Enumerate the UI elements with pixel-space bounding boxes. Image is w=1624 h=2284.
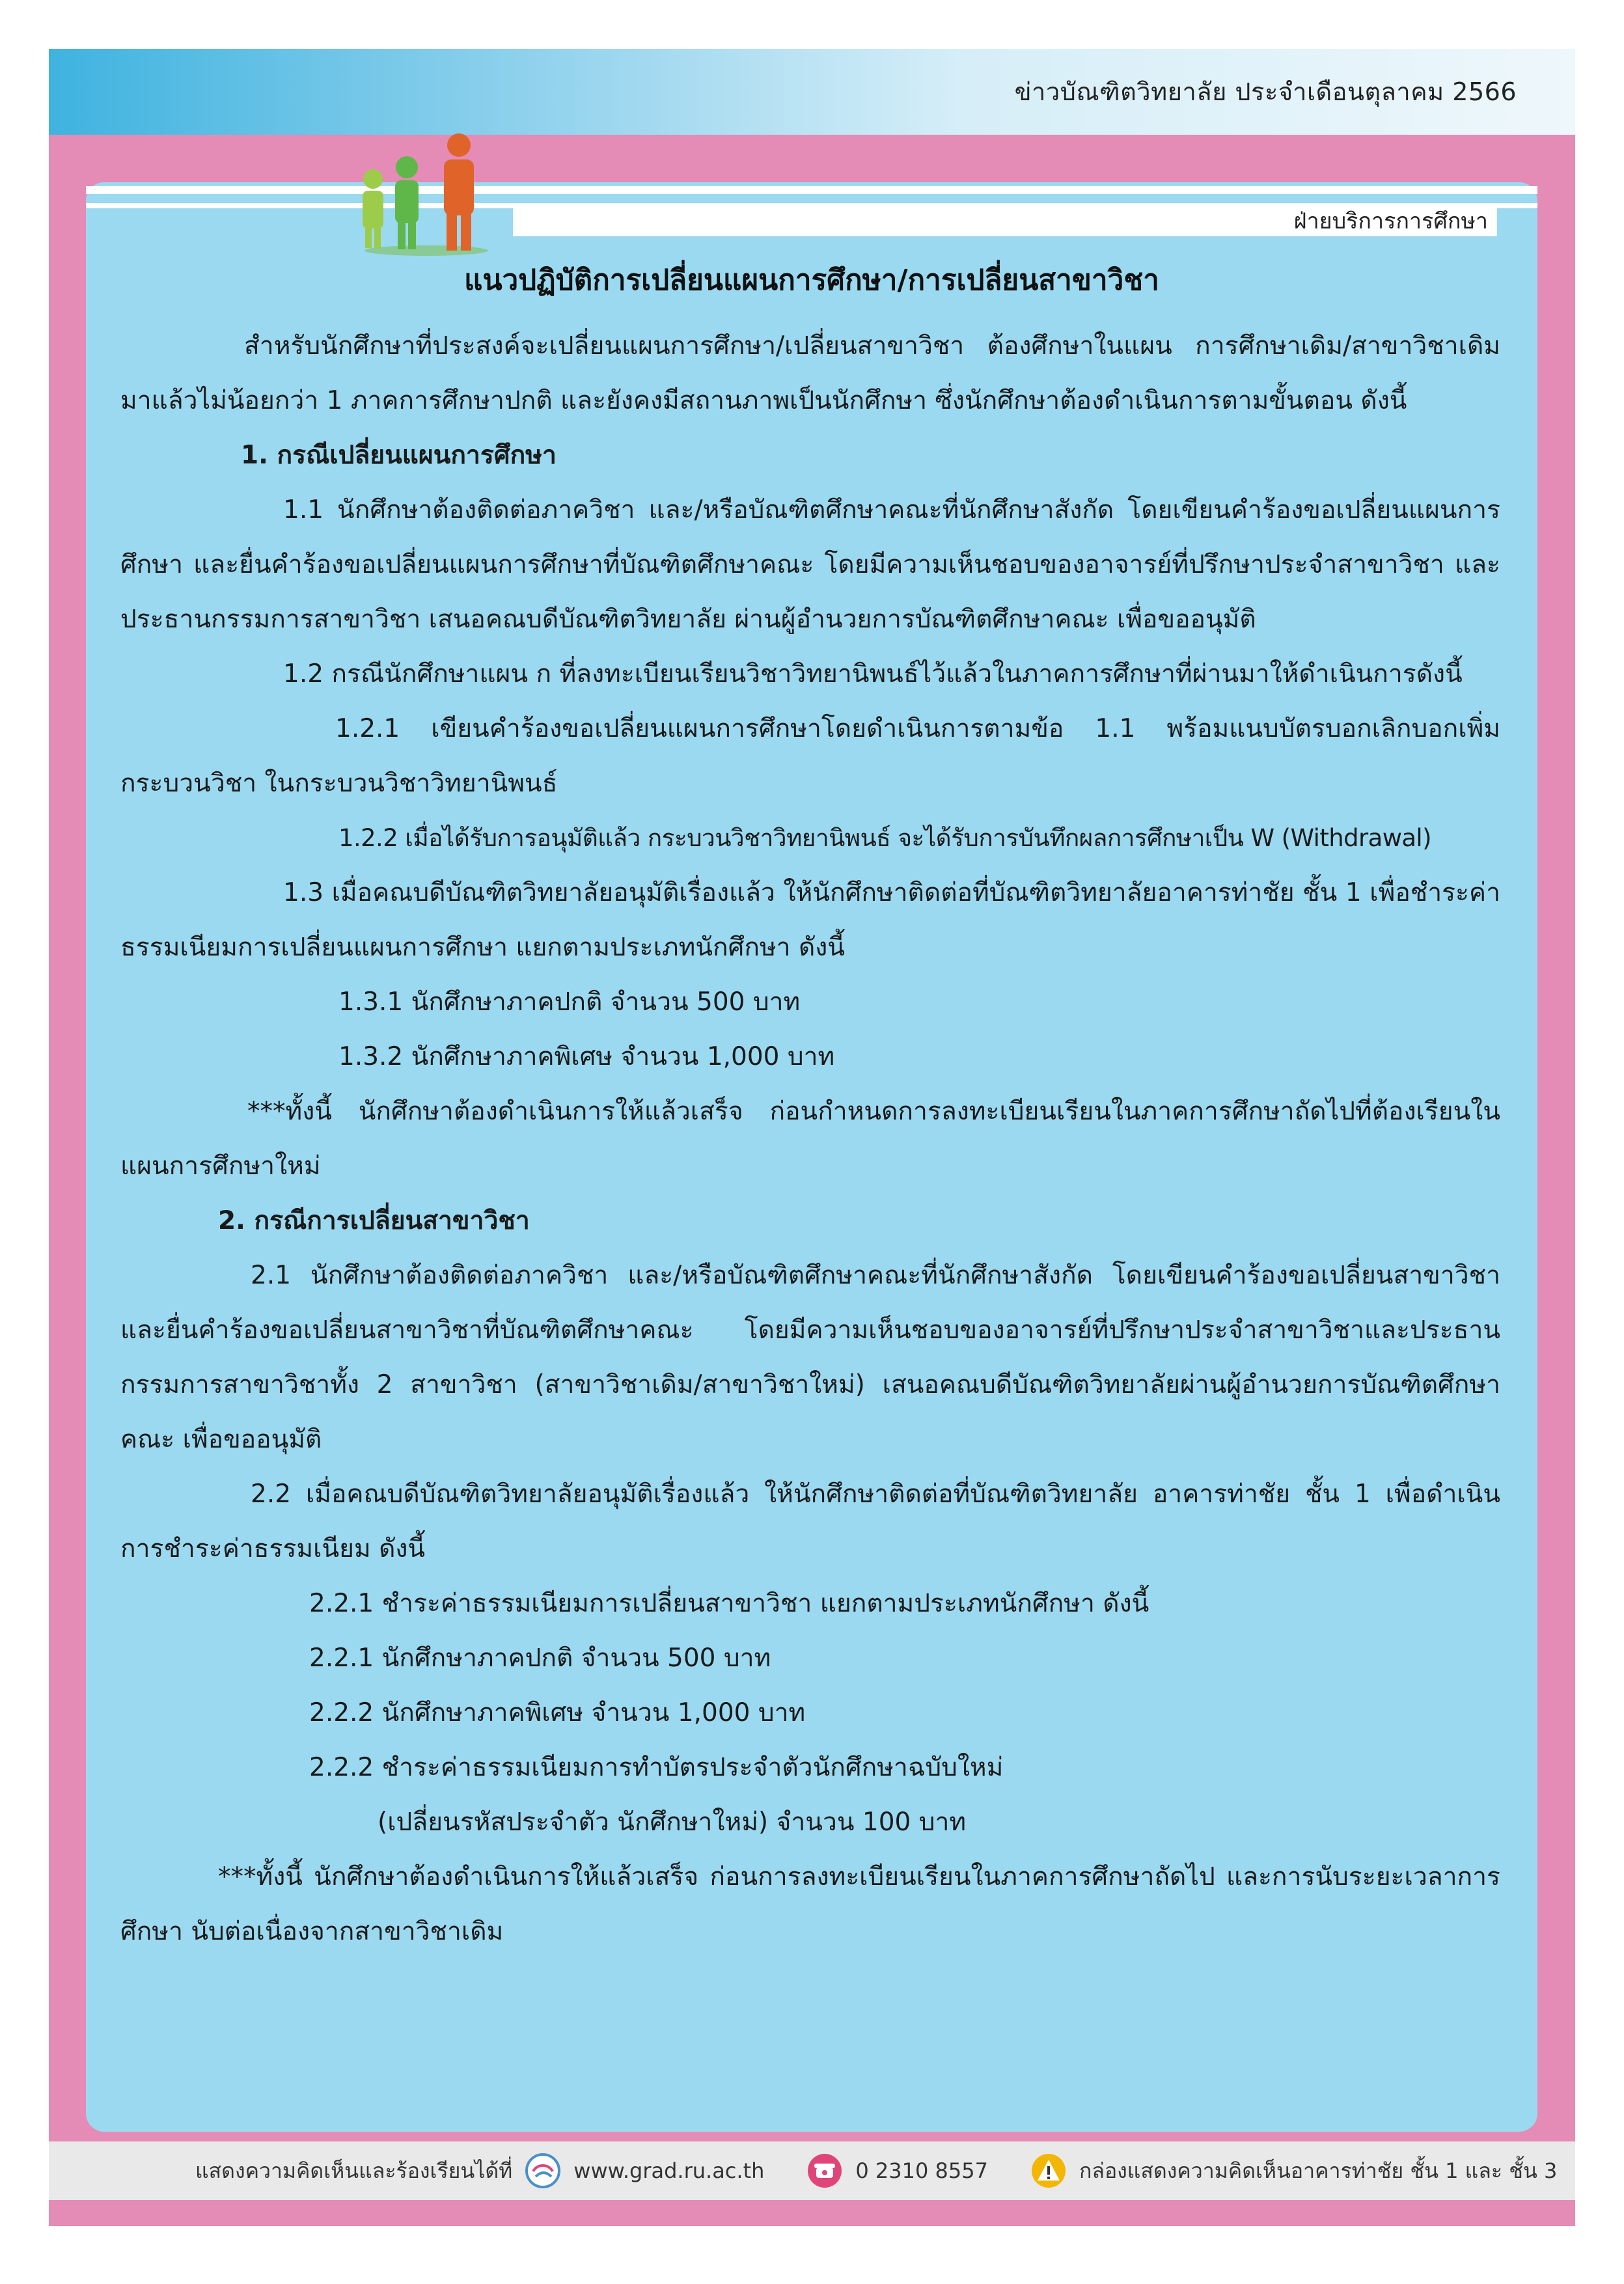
globe-icon	[524, 2152, 562, 2190]
people-icon	[355, 133, 495, 257]
paragraph-1-2: 1.2 กรณีนักศึกษาแผน ก ที่ลงทะเบียนเรียนวิชาวิทยานิพนธ์ไว้แล้วในภาคการศึกษาที่ผ่านมาให้ดำเนินการดังนี้	[283, 659, 1463, 689]
fee-2-2-1: 2.2.1 ชำระค่าธรรมเนียมการเปลี่ยนสาขาวิชา แยกตามประเภทนักศึกษา ดังนี้	[309, 1589, 1149, 1618]
paragraph-1-1: 1.1 นักศึกษาต้องติดต่อภาควิชา และ/หรือบัณฑิตศึกษาคณะที่นักศึกษาสังกัด โดยเขียนคำร้องขอเปลี่ยนแผนการศึกษา และยื่นคำร้องขอเปลี่ยนแผนการศึกษาที่บัณฑิตศึกษาคณะ โดยมีความเห็นชอบของอาจารย์ที่ปรึกษาประจำสาขาวิชา และประธานกรรมการสาขาวิชา เสนอคณบดีบัณฑิตวิทยาลัย ผ่านผู้อำนวยการบัณฑิตศึกษาคณะ เพื่อขออนุมัติ	[120, 495, 1500, 634]
phone-icon	[806, 2152, 844, 2190]
fee-id-card-detail: (เปลี่ยนรหัสประจำตัว นักศึกษาใหม่) จำนวน 100 บาท	[378, 1808, 967, 1837]
department-label-box	[513, 207, 1497, 236]
website-link[interactable]: www.grad.ru.ac.th	[573, 2158, 765, 2183]
phone-number: 0 2310 8557	[855, 2158, 988, 2183]
paragraph-1-2-1: 1.2.1 เขียนคำร้องขอเปลี่ยนแผนการศึกษาโดยดำเนินการตามข้อ 1.1 พร้อมแนบบัตรบอกเลิกบอกเพิ่มกระบวนวิชา ในกระบวนวิชาวิทยานิพนธ์	[120, 714, 1500, 798]
paragraph-2-1: 2.1 นักศึกษาต้องติดต่อภาควิชา และ/หรือบัณฑิตศึกษาคณะที่นักศึกษาสังกัด โดยเขียนคำร้องขอเปลี่ยนสาขาวิชา และยื่นคำร้องขอเปลี่ยนสาขาวิชาที่บัณฑิตศึกษาคณะ โดยมีความเห็นชอบของอาจารย์ที่ปรึกษาประจำสาขาวิชาและประธานกรรมการสาขาวิชาทั้ง 2 สาขาวิชา (สาขาวิชาเดิม/สาขาวิชาใหม่) เสนอคณบดีบัณฑิตวิทยาลัยผ่านผู้อำนวยการบัณฑิตศึกษาคณะ เพื่อขออนุมัติ	[120, 1261, 1500, 1454]
section-2-note: ***ทั้งนี้ นักศึกษาต้องดำเนินการให้แล้วเสร็จ ก่อนการลงทะเบียนเรียนในภาคการศึกษาถัดไป และการนับระยะเวลาการศึกษา นับต่อเนื่องจากสาขาวิชาเดิม	[120, 1862, 1500, 1946]
newsletter-title: ข่าวบัณฑิตวิทยาลัย ประจำเดือนตุลาคม 2566	[1014, 77, 1517, 106]
intro-paragraph: สำหรับนักศึกษาที่ประสงค์จะเปลี่ยนแผนการศึกษา/เปลี่ยนสาขาวิชา ต้องศึกษาในแผน การศึกษาเดิม/สาขาวิชาเดิมมาแล้วไม่น้อยกว่า 1 ภาคการศึกษาปกติ และยังคงมีสถานภาพเป็นนักศึกษา ซึ่งนักศึกษาต้องดำเนินการตามขั้นตอน ดังนี้	[120, 331, 1500, 415]
fee-2-2-2-id-card: 2.2.2 ชำระค่าธรรมเนียมการทำบัตรประจำตัวนักศึกษาฉบับใหม่	[309, 1753, 1004, 1782]
section-1-heading: 1. กรณีเปลี่ยนแผนการศึกษา	[241, 441, 557, 470]
document-title: แนวปฏิบัติการเปลี่ยนแผนการศึกษา/การเปลี่ยนสาขาวิชา	[464, 264, 1159, 297]
section-2-heading: 2. กรณีการเปลี่ยนสาขาวิชา	[218, 1206, 530, 1235]
paragraph-1-2-2: 1.2.2 เมื่อได้รับการอนุมัติแล้ว กระบวนวิชาวิทยานิพนธ์ จะได้รับการบันทึกผลการศึกษาเป็น W (Withdrawal)	[338, 824, 1431, 852]
comment-box-label: กล่องแสดงความคิดเห็นอาคารท่าชัย ชั้น 1 และ ชั้น 3	[1079, 2158, 1558, 2183]
feedback-label: แสดงความคิดเห็นและร้องเรียนได้ที่	[195, 2158, 513, 2183]
paragraph-1-3: 1.3 เมื่อคณบดีบัณฑิตวิทยาลัยอนุมัติเรื่องแล้ว ให้นักศึกษาติดต่อที่บัณฑิตวิทยาลัยอาคารท่าชัย ชั้น 1 เพื่อชำระค่าธรรมเนียมการเปลี่ยนแผนการศึกษา แยกตามประเภทนักศึกษา ดังนี้	[120, 878, 1500, 962]
paragraph-2-2: 2.2 เมื่อคณบดีบัณฑิตวิทยาลัยอนุมัติเรื่องแล้ว ให้นักศึกษาติดต่อที่บัณฑิตวิทยาลัย อาคารท่าชัย ชั้น 1 เพื่อดำเนินการชำระค่าธรรมเนียม ดังนี้	[120, 1479, 1500, 1563]
department-label: ฝ่ายบริการการศึกษา	[1293, 208, 1488, 234]
divider	[86, 186, 1537, 194]
fee-2-2-2-special: 2.2.2 นักศึกษาภาคพิเศษ จำนวน 1,000 บาท	[309, 1698, 806, 1727]
bottom-strip	[49, 2200, 1575, 2226]
fee-2-2-1-regular: 2.2.1 นักศึกษาภาคปกติ จำนวน 500 บาท	[309, 1644, 771, 1673]
footer	[195, 2151, 1557, 2190]
document-body	[120, 319, 1500, 1959]
section-1-note: ***ทั้งนี้ นักศึกษาต้องดำเนินการให้แล้วเสร็จ ก่อนกำหนดการลงทะเบียนเรียนในภาคการศึกษาถัดไปที่ต้องเรียนในแผนการศึกษาใหม่	[120, 1097, 1500, 1181]
fee-1-3-2: 1.3.2 นักศึกษาภาคพิเศษ จำนวน 1,000 บาท	[338, 1042, 835, 1071]
fee-1-3-1: 1.3.1 นักศึกษาภาคปกติ จำนวน 500 บาท	[338, 987, 801, 1017]
warning-icon	[1030, 2152, 1067, 2190]
